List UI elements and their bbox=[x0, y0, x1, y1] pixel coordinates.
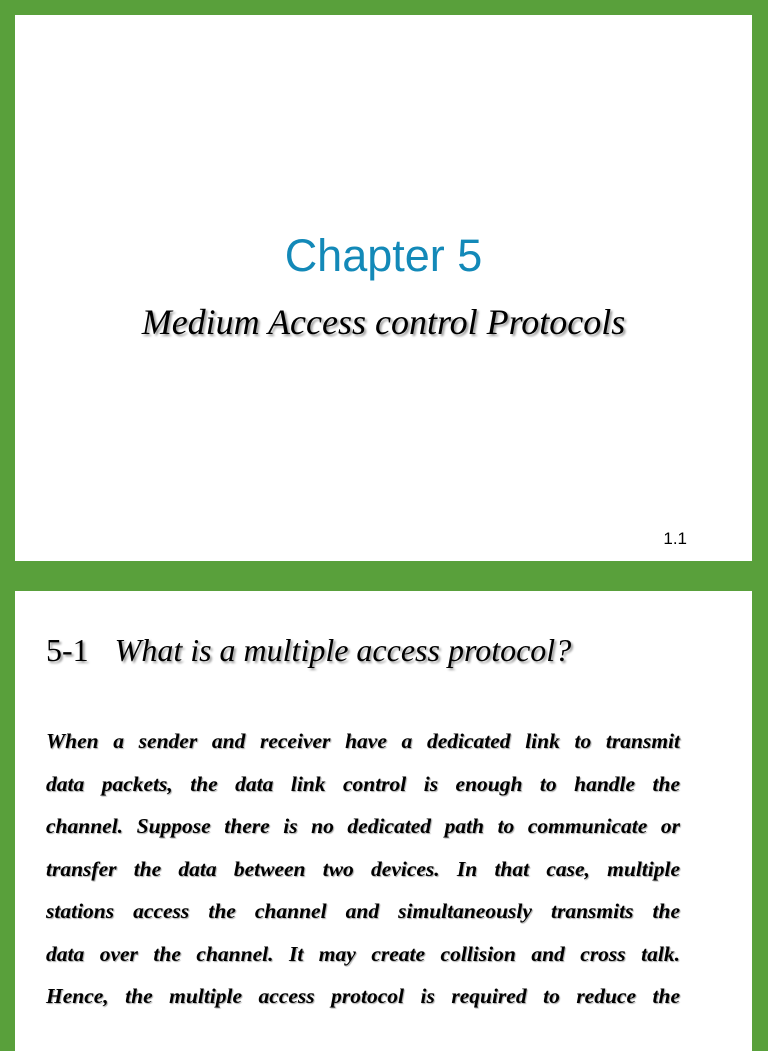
body-line: When a sender and receiver have a dedicated link to transmit bbox=[46, 729, 680, 753]
body-line: channel. Suppose there is no dedicated path to communicate or bbox=[46, 814, 680, 838]
body-line: data over the channel. It may create collision and cross talk. bbox=[46, 941, 680, 966]
body-line: data packets, the data link control is enough to handle the bbox=[46, 771, 680, 796]
slide-chapter-title bbox=[15, 15, 752, 561]
chapter-title: Chapter 5 bbox=[284, 230, 483, 281]
body-paragraph bbox=[46, 720, 680, 1018]
chapter-subtitle: Medium Access control Protocols bbox=[141, 302, 626, 342]
slide-number: 1.1 bbox=[663, 529, 687, 548]
body-line: transfer the data between two devices. In that case, multiple bbox=[46, 856, 680, 881]
section-number: 5-1 bbox=[46, 632, 89, 668]
body-line: stations access the channel and simultaneously transmits the bbox=[46, 899, 680, 923]
body-line: Hence, the multiple access protocol is required to reduce the bbox=[46, 984, 680, 1008]
slide-section-content bbox=[15, 591, 752, 1051]
section-heading bbox=[46, 634, 571, 666]
section-title: What is a multiple access protocol? bbox=[114, 632, 572, 668]
